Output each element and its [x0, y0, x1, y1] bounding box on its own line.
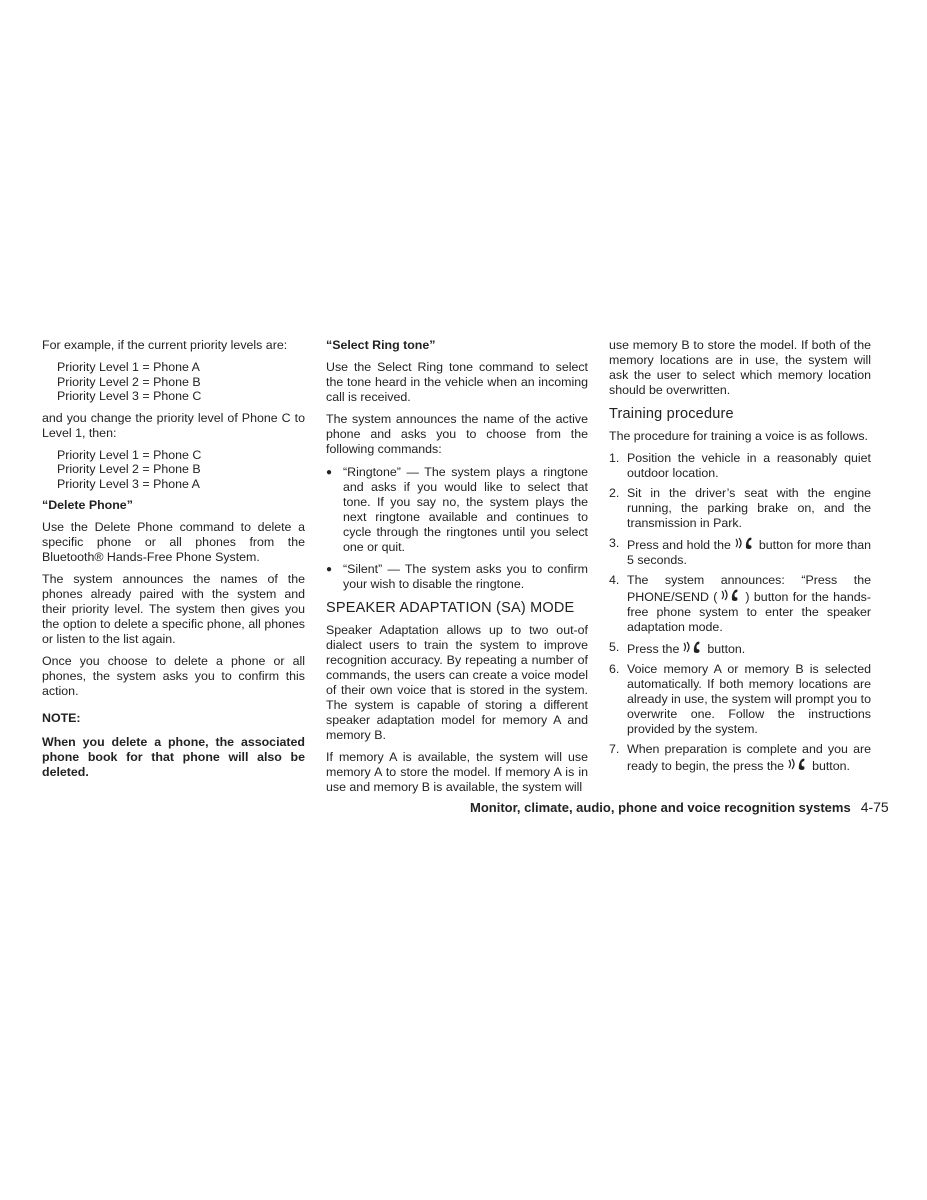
step-number: 5.: [609, 640, 620, 654]
speaker-adaptation-heading: SPEAKER ADAPTATION (SA) MODE: [326, 600, 575, 616]
step-text: button.: [707, 642, 746, 656]
delete-phone-paragraph: Once you choose to delete a phone or all phones, the system asks you to confirm this action.: [42, 654, 305, 698]
step-text: Position the vehicle in a reasonably quiet outdoor location.: [627, 451, 871, 480]
note-label: NOTE:: [42, 711, 81, 725]
speaker-adaptation-paragraph: Speaker Adaptation allows up to two out-of dialect users to train the system to improve recognition accuracy. By repeating a number of commands, the users can create a voice model of their own voice that is stored in the system. The system is capable of storing a different speaker adaptation model for memory A and memory B.: [326, 623, 588, 742]
step-number: 7.: [609, 742, 620, 756]
column-middle: [326, 338, 588, 802]
step-number: 6.: [609, 662, 620, 676]
list-item: [609, 662, 871, 737]
list-item: [609, 536, 871, 568]
list-item: [609, 486, 871, 531]
footer-section-title: Monitor, climate, audio, phone and voice recognition systems: [470, 800, 851, 815]
list-item: [609, 742, 871, 774]
step-number: 4.: [609, 573, 620, 587]
phone-send-icon: [787, 757, 809, 771]
step-number: 3.: [609, 536, 620, 550]
memory-continuation: use memory B to store the model. If both of the memory locations are in use, the system will ask the user to select which memory location should be overwritten.: [609, 338, 871, 397]
step-text: Voice memory A or memory B is selected automatically. If both memory locations are already in use, the system will prompt you to overwrite one. Follow the instructions provided by the system.: [627, 662, 871, 736]
list-item: ● “Ringtone” — The system plays a ringtone and asks if you would like to select that tone. If you say no, the system plays the next ringtone available and continues to cycle through the ringtones until you select one or quit.: [326, 465, 588, 555]
priority-change-text: and you change the priority level of Phone C to Level 1, then:: [42, 410, 305, 440]
step-number: 1.: [609, 451, 620, 465]
step-text: Press and hold the: [627, 538, 731, 552]
step-text: Press the: [627, 642, 680, 656]
delete-phone-paragraph: The system announces the names of the phones already paired with the system and their priority level. The system then gives you the option to delete a specific phone, all phones or listen to the list again.: [42, 572, 305, 646]
step-text: When preparation is complete and you are ready to begin, the press the: [627, 742, 871, 773]
select-ringtone-heading: “Select Ring tone”: [326, 338, 436, 352]
priority-item: Priority Level 3 = Phone C: [57, 389, 202, 403]
priority-item: Priority Level 1 = Phone A: [57, 360, 200, 374]
page-number: 4-75: [860, 799, 889, 815]
note-text: When you delete a phone, the associated phone book for that phone will also be deleted.: [42, 735, 305, 779]
training-steps: [609, 451, 871, 774]
step-text: Sit in the driver’s seat with the engine running, the parking brake on, and the transmission in Park.: [627, 486, 871, 530]
priority-list-before: [57, 360, 305, 404]
step-text: button for more than 5 seconds.: [627, 538, 871, 567]
phone-send-icon: [734, 536, 756, 550]
list-item: [609, 573, 871, 635]
delete-phone-heading: “Delete Phone”: [42, 498, 133, 512]
list-item: [609, 640, 871, 657]
step-text: button.: [812, 759, 850, 773]
delete-phone-paragraph: Use the Delete Phone command to delete a specific phone or all phones from the Bluetooth® Hands-Free Phone System.: [42, 520, 305, 564]
training-procedure-heading: Training procedure: [609, 406, 734, 422]
list-item: ● “Silent” — The system asks you to confirm your wish to disable the ringtone.: [326, 562, 588, 592]
priority-list-after: [57, 448, 305, 492]
phone-send-icon: [720, 588, 742, 602]
list-item: [609, 451, 871, 481]
column-left: [42, 338, 305, 787]
step-text: ) button for the hands-free phone system to enter the speaker adaptation mode.: [627, 590, 872, 634]
priority-item: Priority Level 2 = Phone B: [57, 462, 201, 476]
ringtone-paragraph: The system announces the name of the active phone and asks you to choose from the following commands:: [326, 412, 588, 456]
step-number: 2.: [609, 486, 620, 500]
priority-item: Priority Level 2 = Phone B: [57, 374, 201, 389]
priority-item: Priority Level 3 = Phone A: [57, 476, 200, 491]
step-text: The system announces: “Press the PHONE/SEND (: [627, 573, 871, 604]
priority-intro: For example, if the current priority levels are:: [42, 338, 288, 352]
priority-item: Priority Level 1 = Phone C: [57, 447, 202, 462]
ringtone-paragraph: Use the Select Ring tone command to select the tone heard in the vehicle when an incoming call is received.: [326, 360, 588, 404]
column-right: [609, 338, 871, 779]
ringtone-command-list: [326, 465, 588, 592]
training-intro: The procedure for training a voice is as follows.: [609, 429, 868, 443]
speaker-adaptation-paragraph: If memory A is available, the system will use memory A to store the model. If memory A is in use and memory B is available, the system will: [326, 750, 588, 794]
phone-send-icon: [682, 640, 704, 654]
page-footer: [470, 799, 889, 815]
